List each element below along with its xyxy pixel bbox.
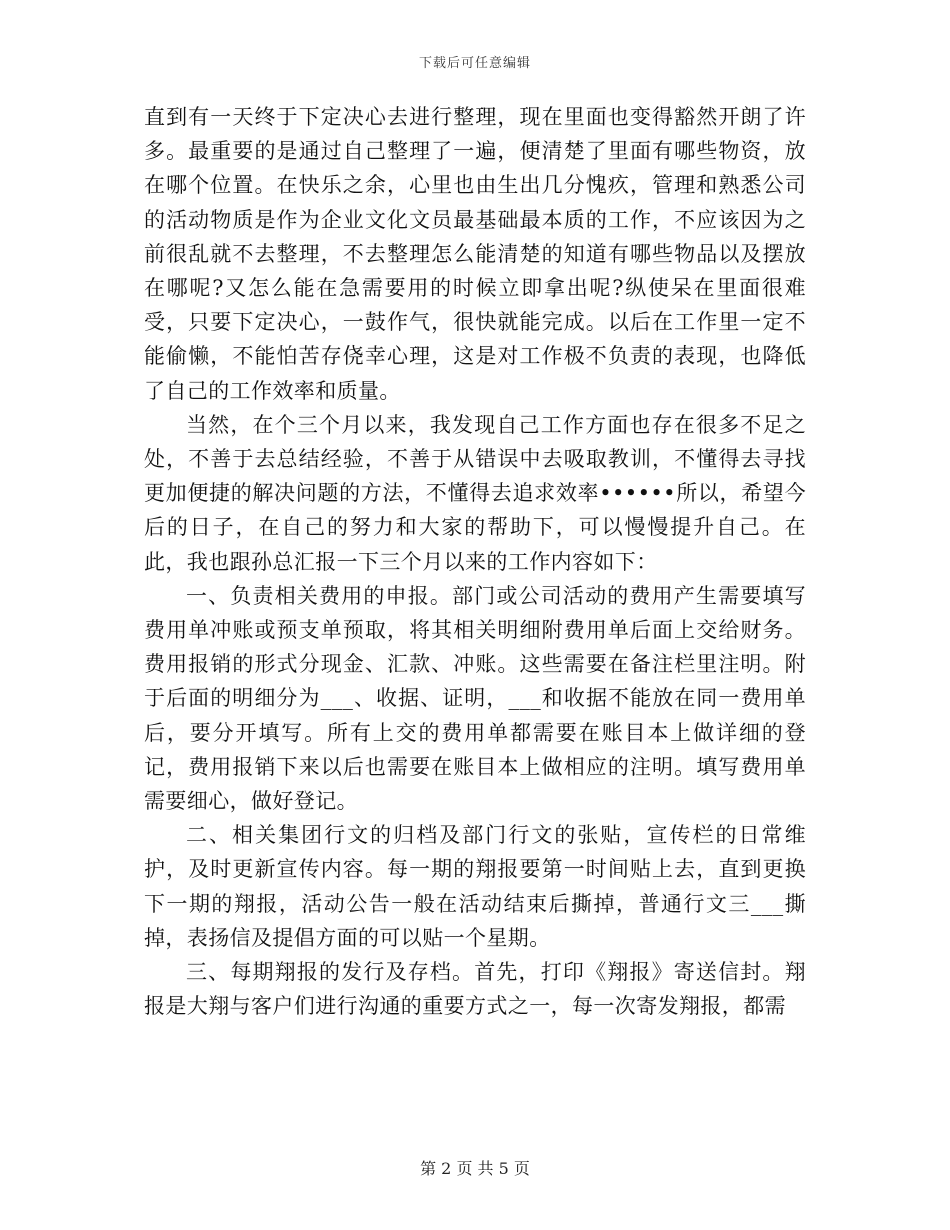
paragraph-item-two: 二、相关集团行文的归档及部门行文的张贴，宣传栏的日常维护，及时更新宣传内容。每一期的翔报要第一时间贴上去，直到更换下一期的翔报，活动公告一般在活动结束后撕掉，普通行文三___撕掉，表扬信及提倡方面的可以贴一个星期。 xyxy=(144,823,806,950)
page-header: 下载后可任意编辑 xyxy=(418,56,531,71)
paragraph-shortcomings: 当然，在个三个月以来，我发现自己工作方面也存在很多不足之处，不善于去总结经验，不善于从错误中去吸取教训，不懂得去寻找更加便捷的解决问题的方法，不懂得去追求效率••••••所以，希望今后的日子，在自己的努力和大家的帮助下，可以慢慢提升自己。在此，我也跟孙总汇报一下三个月以来的工作内容如下： xyxy=(144,412,806,574)
paragraph-continuation: 直到有一天终于下定决心去进行整理，现在里面也变得豁然开朗了许多。最重要的是通过自己整理了一遍，便清楚了里面有哪些物资，放在哪个位置。在快乐之余，心里也由生出几分愧疚，管理和熟悉公司的活动物质是作为企业文化文员最基础最本质的工作，不应该因为之前很乱就不去整理，不去整理怎么能清楚的知道有哪些物品以及摆放在哪呢?又怎么能在急需要用的时候立即拿出呢?纵使呆在里面很难受，只要下定决心，一鼓作气，很快就能完成。以后在工作里一定不能偷懒，不能怕苦存侥幸心理，这是对工作极不负责的表现，也降低了自己的工作效率和质量。 xyxy=(144,105,806,403)
page-footer: 第 2 页 共 5 页 xyxy=(420,1159,530,1178)
paragraph-item-one: 一、负责相关费用的申报。部门或公司活动的费用产生需要填写费用单冲账或预支单预取，将其相关明细附费用单后面上交给财务。费用报销的形式分现金、汇款、冲账。这些需要在备注栏里注明。附于后面的明细分为___、收据、证明，___和收据不能放在同一费用单后，要分开填写。所有上交的费用单都需要在账目本上做详细的登记，费用报销下来以后也需要在账目本上做相应的注明。填写费用单需要细心，做好登记。 xyxy=(144,583,806,814)
paragraph-item-three: 三、每期翔报的发行及存档。首先，打印《翔报》寄送信封。翔报是大翔与客户们进行沟通的重要方式之一，每一次寄发翔报，都需 xyxy=(144,960,806,1019)
document-body xyxy=(144,100,806,1023)
